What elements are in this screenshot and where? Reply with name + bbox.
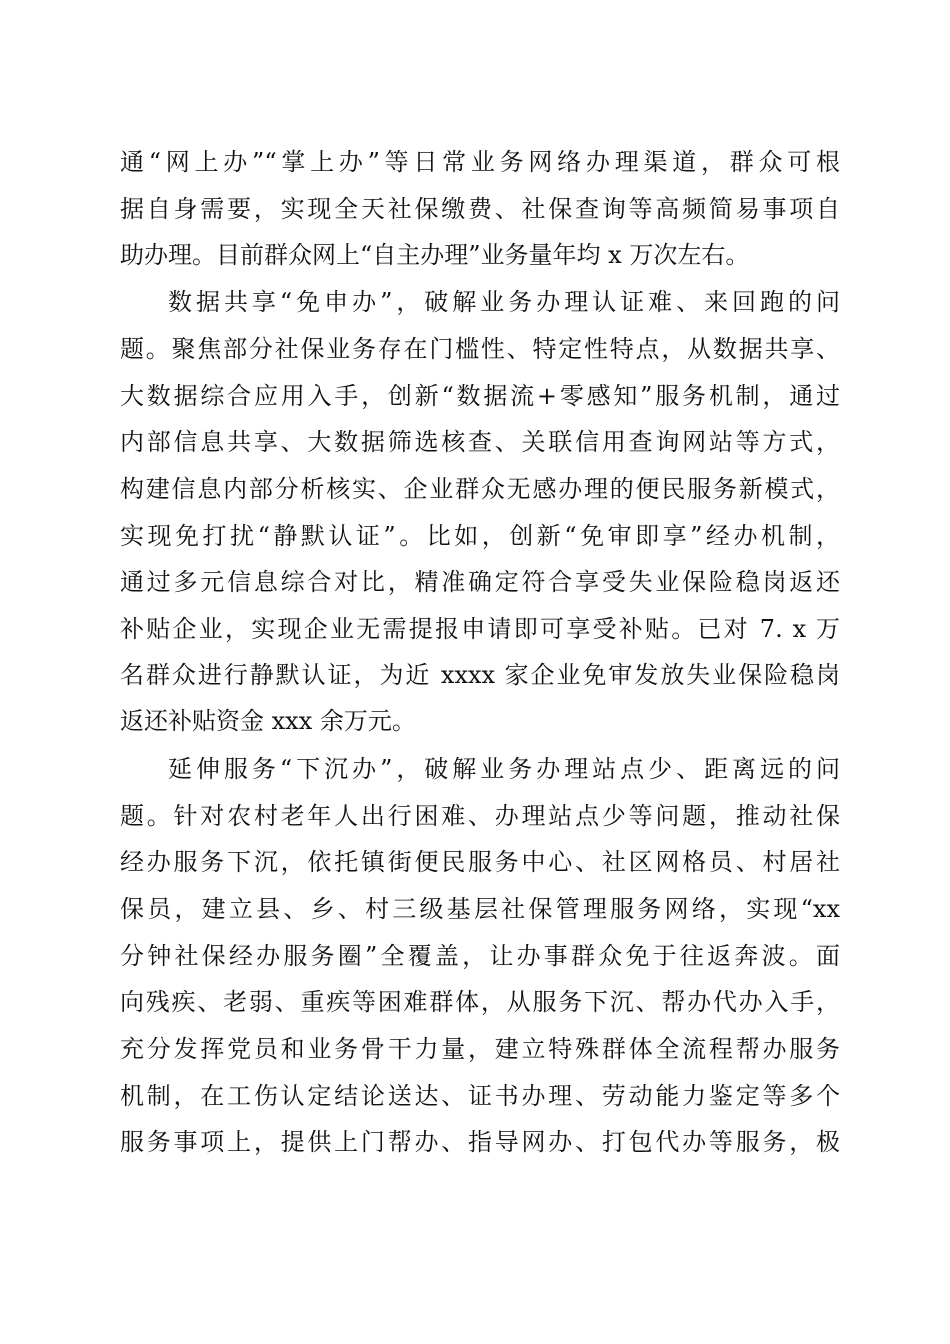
- text-line: 构建信息内部分析核实、企业群众无感办理的便民服务新模式，: [120, 475, 840, 503]
- text-line: 题。聚焦部分社保业务存在门槛性、特定性特点，从数据共享、: [120, 335, 840, 363]
- text-line: 大数据综合应用入手，创新“数据流+零感知”服务机制，通过: [120, 382, 840, 410]
- text-line: 机制，在工伤认定结论送达、证书办理、劳动能力鉴定等多个: [120, 1082, 840, 1110]
- paragraph-first-line: 数据共享“免申办”，破解业务办理认证难、来回跑的问: [168, 288, 840, 316]
- text-line: 分钟社保经办服务圈”全覆盖，让办事群众免于往返奔波。面: [120, 942, 840, 970]
- text-line: 返还补贴资金 xxx 余万元。: [120, 707, 416, 735]
- text-line: 服务事项上，提供上门帮办、指导网办、打包代办等服务，极: [120, 1128, 840, 1156]
- text-line: 经办服务下沉，依托镇街便民服务中心、社区网格员、村居社: [120, 848, 840, 876]
- text-line: 保员，建立县、乡、村三级基层社保管理服务网络，实现“xx: [120, 895, 840, 923]
- text-line: 通“网上办”“掌上办”等日常业务网络办理渠道，群众可根: [120, 148, 840, 176]
- text-line: 充分发挥党员和业务骨干力量，建立特殊群体全流程帮办服务: [120, 1035, 840, 1063]
- text-line: 内部信息共享、大数据筛选核查、关联信用查询网站等方式，: [120, 428, 840, 456]
- text-line: 补贴企业，实现企业无需提报申请即可享受补贴。已对 7. x 万: [120, 615, 840, 643]
- paragraph-first-line: 延伸服务“下沉办”，破解业务办理站点少、距离远的问: [168, 755, 840, 783]
- text-line: 据自身需要，实现全天社保缴费、社保查询等高频简易事项自: [120, 195, 840, 223]
- text-line: 向残疾、老弱、重疾等困难群体，从服务下沉、帮办代办入手，: [120, 988, 840, 1016]
- text-line: 名群众进行静默认证，为近 xxxx 家企业免审发放失业保险稳岗: [120, 661, 840, 689]
- text-line: 通过多元信息综合对比，精准确定符合享受失业保险稳岗返还: [120, 568, 840, 596]
- text-line: 实现免打扰“静默认证”。比如，创新“免审即享”经办机制，: [120, 522, 840, 550]
- text-line: 题。针对农村老年人出行困难、办理站点少等问题，推动社保: [120, 802, 840, 830]
- text-line: 助办理。目前群众网上“自主办理”业务量年均 x 万次左右。: [120, 241, 750, 269]
